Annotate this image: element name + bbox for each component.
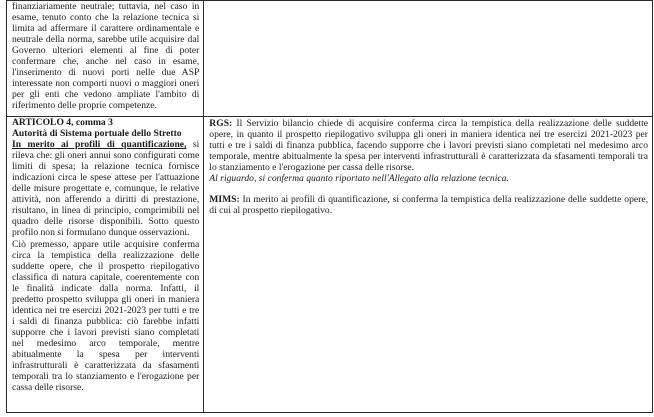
rgs-text: Il Servizio bilancio chiede di acquisire conferma circa la tempistica della realizzazione delle suddette opere, in quanto il prospetto riepilogativo sviluppa gli oneri in maniera identica nei tre esercizi 2021-2023 per tutti e tre i saldi di finanza pubblica, facendo supporre che i lavori previsti siano completati nel medesimo arco temporale, mentre abitualmente la spesa per interventi infrastrutturali è caratterizzata da sfasamenti temporali tra lo stanziamento e l'erogazione per cassa delle risorse. [209, 118, 648, 174]
paragraph-rest: si rileva che: gli oneri annui sono configurati come limiti di spesa; la relazione tecnica fornisce indicazioni circa le spese attese per l'attuazione delle misure progettate e, comunque, le relative attività, non afferendo a diritti di prestazione, risultano, in linea di principio, comprimibili nel quadro delle risorse disponibili. Sotto questo profilo non si formulano dunque osservazioni. [12, 139, 200, 239]
left-cell [7, 1, 204, 117]
document-table [6, 0, 653, 413]
intro-emphasis: In merito ai profili di quantificazione, [12, 139, 187, 151]
paragraph-text: Ciò premesso, appare utile acquisire conferma circa la tempistica della realizzazione delle suddette opere, che il prospetto riepilogativo classifica di natura capitale, coerentemente con le finalità indicate dalla norma. Infatti, il predetto prospetto sviluppa gli oneri in maniera identica nei tre esercizi 2021-2023 per tutti e tre i saldi di finanza pubblica: ciò farebbe infatti supporre che i lavori previsti siano completati nel medesimo arco temporale, mentre abitualmente la spesa per interventi infrastrutturali è caratterizzata da sfasamenti temporali tra lo stanziamento e l'erogazione per cassa delle risorse. [12, 238, 200, 394]
table-row [7, 117, 653, 413]
paragraph-text: finanziariamente neutrale; tuttavia, nel caso in esame, tenuto conto che la relazione tecnica si limita ad affermare il carattere ordinamentale e neutrale della norma, sarebbe utile acquisire dal Governo ulteriori elementi al fine di poter confermare che, anche nel caso in esame, l'inserimento di nuovi porti nelle due ASP interessate non comporti nuovi o maggiori oneri per gli enti che vedono ampliate l'ambito di riferimento delle proprie competenze. [12, 1, 200, 112]
paragraph-text [12, 139, 199, 238]
article-subtitle: Autorità di Sistema portuale dello Stretto [12, 128, 182, 140]
spacer [209, 184, 648, 194]
mims-label: MIMS: [209, 194, 240, 206]
table-row [7, 1, 653, 117]
rgs-label: RGS: [209, 118, 233, 129]
left-cell [7, 117, 204, 413]
rgs-italic-note: Al riguardo, si conferma quanto riportato nell'Allegato alla relazione tecnica. [209, 173, 509, 185]
mims-text: In merito ai profili di quantificazione, si conferma la tempistica della realizzazione delle suddette opere, di cui al prospetto riepilogativo. [209, 194, 648, 217]
right-cell-empty [204, 1, 653, 117]
right-cell [204, 117, 653, 413]
article-title: ARTICOLO 4, comma 3 [12, 117, 113, 128]
mims-paragraph [209, 194, 648, 216]
rgs-paragraph [209, 118, 648, 173]
